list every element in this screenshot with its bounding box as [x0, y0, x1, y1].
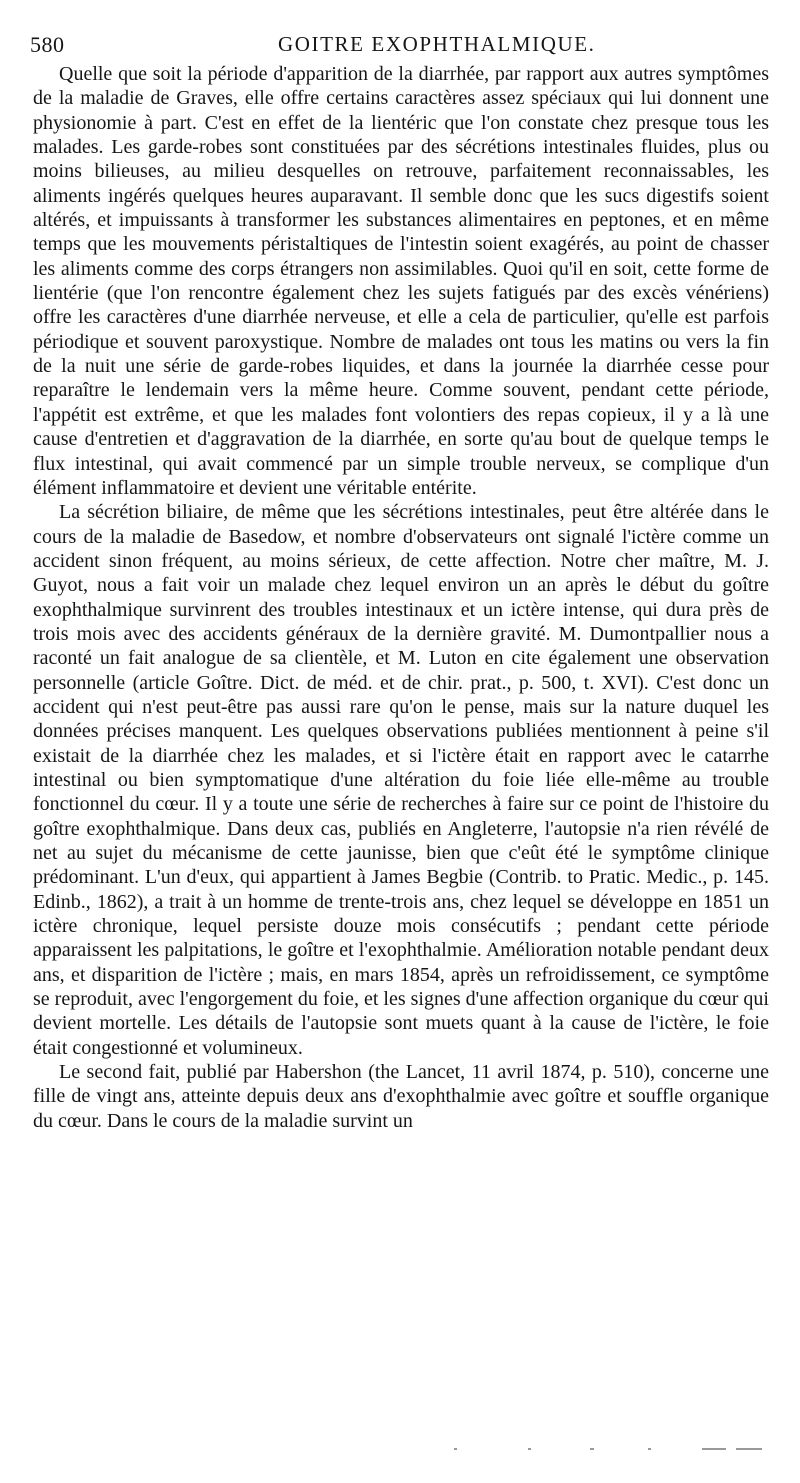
print-mark	[648, 1448, 651, 1450]
paragraph-diarrhea: Quelle que soit la période d'apparition de la diarrhée, par rapport aux autres symptômes de la maladie de Graves, elle offre certains caractères assez spéciaux qui lui donnent une physionomie à part. C'est en effet de la lientéric que l'on constate chez presque tous les malades. Les garde-robes sont constituées par des sécrétions intestinales fluides, plus ou moins bilieuses, au milieu desquelles on retrouve, parfaitement reconnaissables, les aliments ingérés quelques heures auparavant. Il semble donc que les sucs digestifs soient altérés, et impuissants à transformer les substances alimentaires en peptones, et en même temps que les mouvements péristaltiques de l'intestin soient exagérés, au point de chasser les aliments comme des corps étrangers non assimilables. Quoi qu'il en soit, cette forme de lientérie (que l'on rencontre également chez les sujets fatigués par des excès vénériens) offre les caractères d'une diarrhée nerveuse, et elle a cela de particulier, qu'elle est parfois périodique et souvent paroxystique. Nombre de malades ont tous les matins ou vers la fin de la nuit une série de garde-robes liquides, et dans la journée la diarrhée cesse pour reparaître le lendemain vers la même heure. Comme souvent, pendant cette période, l'appétit est extrême, et que les malades font volontiers des repas copieux, il y a là une cause d'entretien et d'aggravation de la diarrhée, en sorte qu'au bout de quelque temps le flux intestinal, qui avait commencé par un simple trouble nerveux, se complique d'un élément inflammatoire et devient une véritable entérite.	[33, 63, 769, 499]
page-body	[33, 62, 769, 1133]
paragraph-biliary-secretion: La sécrétion biliaire, de même que les sécrétions intestinales, peut être altérée dans le cours de la maladie de Basedow, et nombre d'observateurs ont signalé l'ictère comme un accident sinon fréquent, au moins sérieux, de cette affection. Notre cher maître, M. J. Guyot, nous a fait voir un malade chez lequel environ un an après le début du goître exophthalmique survinrent des troubles intestinaux et un ictère intense, qui dura près de trois mois avec des accidents généraux de la dernière gravité. M. Dumontpallier nous a raconté un fait analogue de sa clientèle, et M. Luton en cite également une observation personnelle (article Goître. Dict. de méd. et de chir. prat., p. 500, t. XVI). C'est donc un accident qui n'est peut-être pas aussi rare qu'on le pense, mais sur la nature duquel les données précises manquent. Les quelques observations publiées mentionnent à peine s'il existait de la diarrhée chez les malades, et si l'ictère était en rapport avec le catarrhe intestinal ou bien symptomatique d'une altération du foie liée elle-même au trouble fonctionnel du cœur. Il y a toute une série de recherches à faire sur ce point de l'histoire du goître exophthalmique. Dans deux cas, publiés en Angleterre, l'autopsie n'a rien révélé de net au sujet du mécanisme de cette jaunisse, bien que c'eût été le symptôme clinique prédominant. L'un d'eux, qui appartient à James Begbie (Contrib. to Pratic. Medic., p. 145. Edinb., 1862), a trait à un homme de trente-trois ans, chez lequel se développe en 1851 un ictère chronique, lequel persiste douze mois consécutifs ; pendant cette période apparaissent les palpitations, le goître et l'exophthalmie. Amélioration notable pendant deux ans, et disparition de l'ictère ; mais, en mars 1854, après un refroidissement, ce symptôme se reproduit, avec l'engorgement du foie, et les signes d'une affection organique du cœur qui devient mortelle. Les détails de l'autopsie sont muets quant à la cause de l'ictère, le foie était congestionné et volumineux.	[33, 501, 769, 1059]
print-mark	[590, 1448, 594, 1450]
footer-print-marks	[440, 1448, 770, 1454]
print-mark	[736, 1448, 762, 1450]
paragraph-second-case: Le second fait, publié par Habershon (the Lancet, 11 avril 1874, p. 510), concerne une fille de vingt ans, atteinte depuis deux ans d'exophthalmie avec goître et souffle organique du cœur. Dans le cours de la maladie survint un	[33, 1061, 769, 1132]
print-mark	[528, 1448, 531, 1450]
running-title: GOITRE EXOPHTHALMIQUE.	[278, 32, 596, 56]
print-mark	[702, 1448, 726, 1450]
page-header	[30, 28, 770, 62]
page-number: 580	[30, 32, 65, 57]
print-mark	[454, 1448, 457, 1450]
